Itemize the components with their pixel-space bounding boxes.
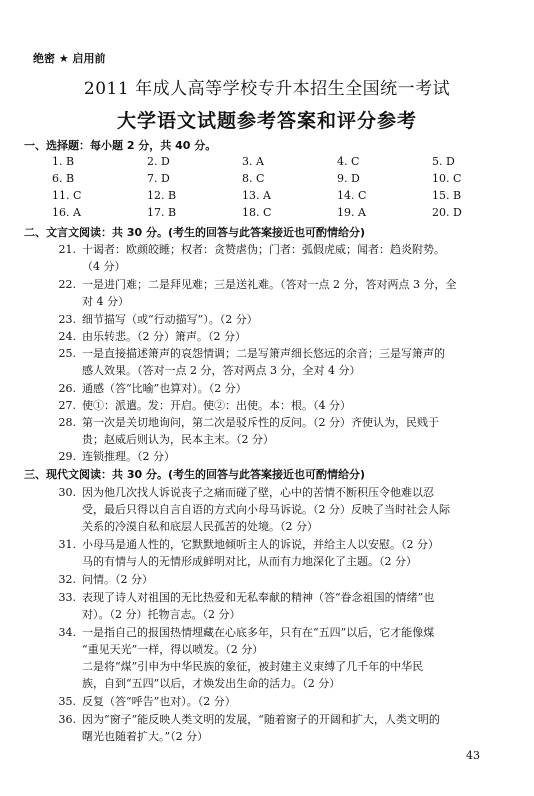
- question-number: 35.: [58, 695, 76, 708]
- question-23: [46, 311, 258, 328]
- answer-cell: 10. C: [432, 172, 462, 185]
- answer-text: 由乐转悲。（2 分）箫声。（2 分）: [82, 330, 246, 343]
- section3-heading: 三、现代文阅读：共 30 分。(考生的回答与此答案接近也可酌情给分): [24, 468, 366, 481]
- question-number: 23.: [58, 313, 76, 326]
- question-number: 25.: [58, 347, 76, 360]
- answer-cell: 1. B: [52, 155, 75, 168]
- exam-title: 2011 年成人高等学校专升本招生全国统一考试: [83, 79, 451, 99]
- answer-cell: 4. C: [337, 155, 360, 168]
- section2-heading: 二、文言文阅读：共 30 分。(考生的回答与此答案接近也可酌情给分): [24, 226, 366, 239]
- answer-text-cont: “重见天光”一样，得以喷发。（2 分）: [82, 643, 264, 656]
- question-number: 32.: [58, 573, 76, 586]
- answer-cell: 19. A: [337, 206, 366, 219]
- answer-cell: 15. B: [432, 189, 462, 202]
- answer-row: [52, 155, 472, 172]
- answer-cell: 7. D: [147, 172, 170, 185]
- answer-text: 因为他几次找人诉说丧子之痛而碰了壁，心中的苦情不断积压令他难以忍: [82, 486, 434, 499]
- question-28: [46, 414, 439, 431]
- answer-cell: 14. C: [337, 189, 367, 202]
- question-29: [46, 448, 175, 465]
- answer-text: 第一次是关切地询问，第二次是驳斥性的反问。（2 分）齐使认为，民贱于: [82, 416, 439, 429]
- question-25: [46, 345, 445, 362]
- question-number: 33.: [58, 591, 76, 604]
- answer-text: 连锁推理。（2 分）: [82, 450, 175, 463]
- answer-text: 一是指自己的报国热情埋藏在心底多年，只有在“五四”以后，它才能像煤: [82, 626, 435, 639]
- confidential-label: 绝密 ★ 启用前: [33, 52, 106, 65]
- answer-text: 细节描写（或“行动描写”）。（2 分）: [82, 313, 258, 326]
- question-22: [46, 276, 456, 293]
- question-26: [46, 380, 247, 397]
- section1-heading: 一、选择题：每小题 2 分，共 40 分。: [24, 139, 217, 152]
- answer-text-cont: 族，自到“五四”以后，才焕发出生命的活力。（2 分）: [82, 677, 341, 690]
- question-number: 34.: [58, 626, 76, 639]
- answer-text: 使①：派遣。发：开启。使②：出使。本：根。（4 分）: [82, 399, 351, 412]
- answer-text-cont: 对）。（2 分）托物言志。（2 分）: [82, 608, 241, 621]
- question-31: [46, 536, 439, 553]
- answer-text: 小母马是通人性的，它默默地倾听主人的诉说，并给主人以安慰。（2 分）: [82, 538, 439, 551]
- answer-cell: 5. D: [432, 155, 455, 168]
- question-30: [46, 484, 434, 501]
- answer-cell: 16. A: [52, 206, 81, 219]
- answer-text: 十谒者：欧颜皎睡；权者：贪赞虐伪；门者：弧假虎威；闻者：趋炎附势。: [82, 243, 445, 256]
- answer-text: 因为“窗子”能反映人类文明的发展，“随着窗子的开阔和扩大，人类文明的: [82, 713, 440, 726]
- answer-cell: 9. D: [337, 172, 360, 185]
- answer-text: 反复（答“呼告”也对）。（2 分）: [82, 695, 236, 708]
- answer-text-cont: 感人效果。（答对一点 2 分，答对两点 3 分，全对 4 分）: [82, 364, 361, 377]
- question-number: 26.: [58, 382, 76, 395]
- answer-text-cont: 马的有情与人的无情形成鲜明对比，从而有力地深化了主题。（2 分）: [82, 555, 417, 568]
- answer-text: 一是直接描述箫声的哀怨情调；二是写箫声细长悠远的余音；三是写箫声的: [82, 347, 445, 360]
- question-24: [46, 328, 246, 345]
- answer-text-cont: 曙光也随着扩大。”（2 分）: [82, 730, 209, 743]
- answer-text: 问情。（2 分）: [82, 573, 153, 586]
- page-number: 43: [466, 749, 480, 762]
- answer-row: [52, 206, 472, 223]
- question-number: 36.: [58, 713, 76, 726]
- answer-text-cont: 受，最后只得以自言自语的方式向小母马诉说。（2 分）反映了当时社会人际: [82, 503, 450, 516]
- answer-cell: 6. B: [52, 172, 75, 185]
- answer-text-cont: 对 4 分）: [82, 295, 129, 308]
- question-number: 27.: [58, 399, 76, 412]
- multiple-choice-answers: [52, 155, 472, 223]
- question-number: 31.: [58, 538, 76, 551]
- question-number: 21.: [58, 243, 76, 256]
- question-36: [46, 711, 440, 728]
- answer-cell: 17. B: [147, 206, 177, 219]
- question-number: 30.: [58, 486, 76, 499]
- answer-cell: 13. A: [242, 189, 271, 202]
- answer-text: 通感（答“比喻”也算对）。（2 分）: [82, 382, 247, 395]
- answer-text-cont: （4 分）: [82, 260, 126, 273]
- question-number: 28.: [58, 416, 76, 429]
- question-number: 22.: [58, 278, 76, 291]
- answer-cell: 2. D: [147, 155, 170, 168]
- answer-text: 一是进门难；二是拜见难；三是送礼难。（答对一点 2 分，答对两点 3 分，全: [82, 278, 457, 291]
- question-34: [46, 624, 434, 641]
- answer-text-cont: 关系的冷漠自私和底层人民孤苦的处境。（2 分）: [82, 520, 318, 533]
- answer-cell: 12. B: [147, 189, 177, 202]
- question-32: [46, 571, 153, 588]
- question-27: [46, 397, 351, 414]
- document-title: 大学语文试题参考答案和评分参考: [116, 110, 417, 132]
- question-33: [46, 589, 434, 606]
- question-number: 29.: [58, 450, 76, 463]
- answer-cell: 18. C: [242, 206, 272, 219]
- answer-text-cont: 贵；赵威后则认为，民本主末。（2 分）: [82, 433, 274, 446]
- answer-cell: 8. C: [242, 172, 265, 185]
- answer-cell: 20. D: [432, 206, 462, 219]
- question-35: [46, 693, 236, 710]
- question-number: 24.: [58, 330, 76, 343]
- answer-row: [52, 172, 472, 189]
- answer-cell: 3. A: [242, 155, 264, 168]
- question-21: [46, 241, 445, 258]
- answer-text-cont: 二是将“煤”引申为中华民族的象征，被封建主义束缚了几千年的中华民: [82, 660, 424, 673]
- answer-text: 表现了诗人对祖国的无比热爱和无私奉献的精神（答“眷念祖国的情绪”也: [82, 591, 435, 604]
- answer-row: [52, 189, 472, 206]
- answer-cell: 11. C: [52, 189, 82, 202]
